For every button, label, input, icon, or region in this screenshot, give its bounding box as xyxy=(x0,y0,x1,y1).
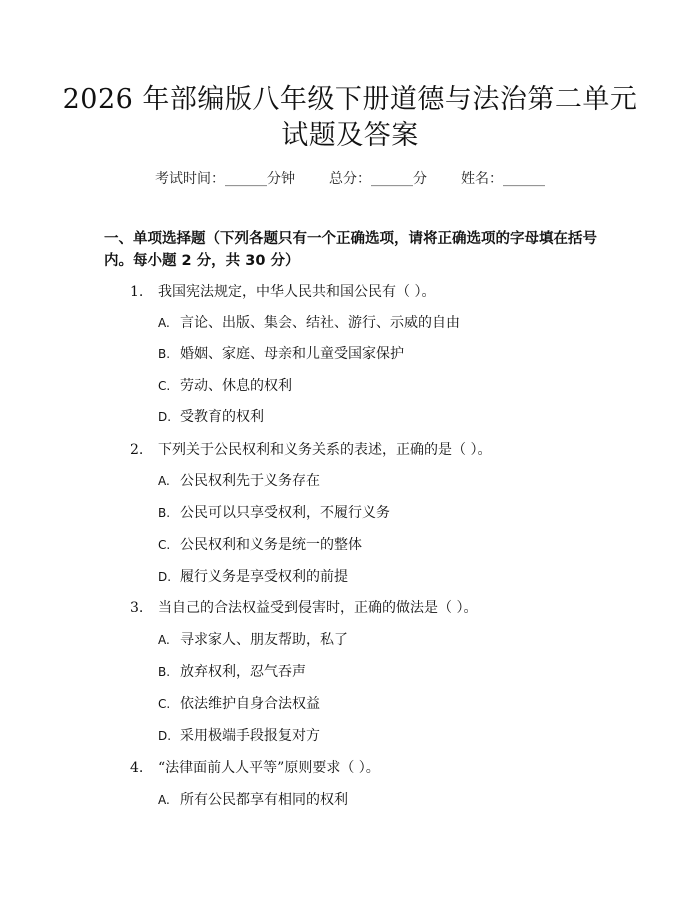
option-letter: B. xyxy=(158,347,171,361)
question-1 xyxy=(130,282,435,302)
question-text: “法律面前人人平等”原则要求（ ）。 xyxy=(158,760,380,776)
option-text: 受教育的权利 xyxy=(180,409,264,425)
question-text: 当自己的合法权益受到侵害时，正确的做法是（ ）。 xyxy=(158,600,478,616)
option-letter: C. xyxy=(158,538,171,552)
option-text: 所有公民都享有相同的权利 xyxy=(180,792,348,808)
document-title: 2026 年部编版八年级下册道德与法治第二单元试题及答案 xyxy=(62,84,638,151)
question-text: 下列关于公民权利和义务关系的表述，正确的是（ ）。 xyxy=(158,442,492,458)
option-text: 劳动、休息的权利 xyxy=(180,378,292,394)
option-letter: D. xyxy=(158,570,172,584)
option-text: 言论、出版、集会、结社、游行、示威的自由 xyxy=(180,315,460,331)
option-text: 婚姻、家庭、母亲和儿童受国家保护 xyxy=(180,346,404,362)
option-text: 采用极端手段报复对方 xyxy=(180,728,320,744)
question-1-option-d xyxy=(158,407,264,427)
exam-name-field: 姓名：______ xyxy=(461,171,545,187)
option-letter: A. xyxy=(158,474,170,488)
question-text: 我国宪法规定，中华人民共和国公民有（ ）。 xyxy=(158,284,436,300)
question-1-option-c xyxy=(158,376,292,396)
question-number: 4. xyxy=(130,760,144,776)
exam-time-field: 考试时间：______分钟 xyxy=(155,171,295,187)
question-number: 1. xyxy=(130,284,144,300)
option-letter: A. xyxy=(158,633,170,647)
question-2-option-d xyxy=(158,567,348,587)
option-text: 公民可以只享受权利，不履行义务 xyxy=(180,505,390,521)
exam-info-line xyxy=(0,168,700,188)
question-2-option-b xyxy=(158,503,390,523)
question-2-option-a xyxy=(158,471,320,491)
question-2 xyxy=(130,440,491,460)
question-4-option-a xyxy=(158,790,348,810)
question-3-option-b xyxy=(158,662,306,682)
question-3 xyxy=(130,598,477,618)
option-letter: C. xyxy=(158,379,171,393)
question-3-option-c xyxy=(158,694,320,714)
question-4 xyxy=(130,758,380,778)
option-text: 放弃权利，忍气吞声 xyxy=(180,664,306,680)
option-letter: B. xyxy=(158,665,171,679)
question-number: 2. xyxy=(130,442,144,458)
exam-total-score-field: 总分：______分 xyxy=(329,171,427,187)
question-2-option-c xyxy=(158,535,362,555)
option-letter: B. xyxy=(158,506,171,520)
section-heading: 一、单项选择题（下列各题只有一个正确选项，请将正确选项的字母填在括号内。每小题 2 分，共 30 分） xyxy=(104,231,597,269)
option-letter: C. xyxy=(158,697,171,711)
question-3-option-a xyxy=(158,630,348,650)
option-text: 依法维护自身合法权益 xyxy=(180,696,320,712)
option-text: 履行义务是享受权利的前提 xyxy=(180,569,348,585)
question-3-option-d xyxy=(158,726,320,746)
question-1-option-a xyxy=(158,313,460,333)
question-1-option-b xyxy=(158,344,404,364)
option-letter: A. xyxy=(158,793,170,807)
option-text: 公民权利和义务是统一的整体 xyxy=(180,537,362,553)
question-number: 3. xyxy=(130,600,144,616)
option-text: 寻求家人、朋友帮助，私了 xyxy=(180,632,348,648)
option-letter: A. xyxy=(158,316,170,330)
option-letter: D. xyxy=(158,729,172,743)
option-letter: D. xyxy=(158,410,172,424)
option-text: 公民权利先于义务存在 xyxy=(180,473,320,489)
